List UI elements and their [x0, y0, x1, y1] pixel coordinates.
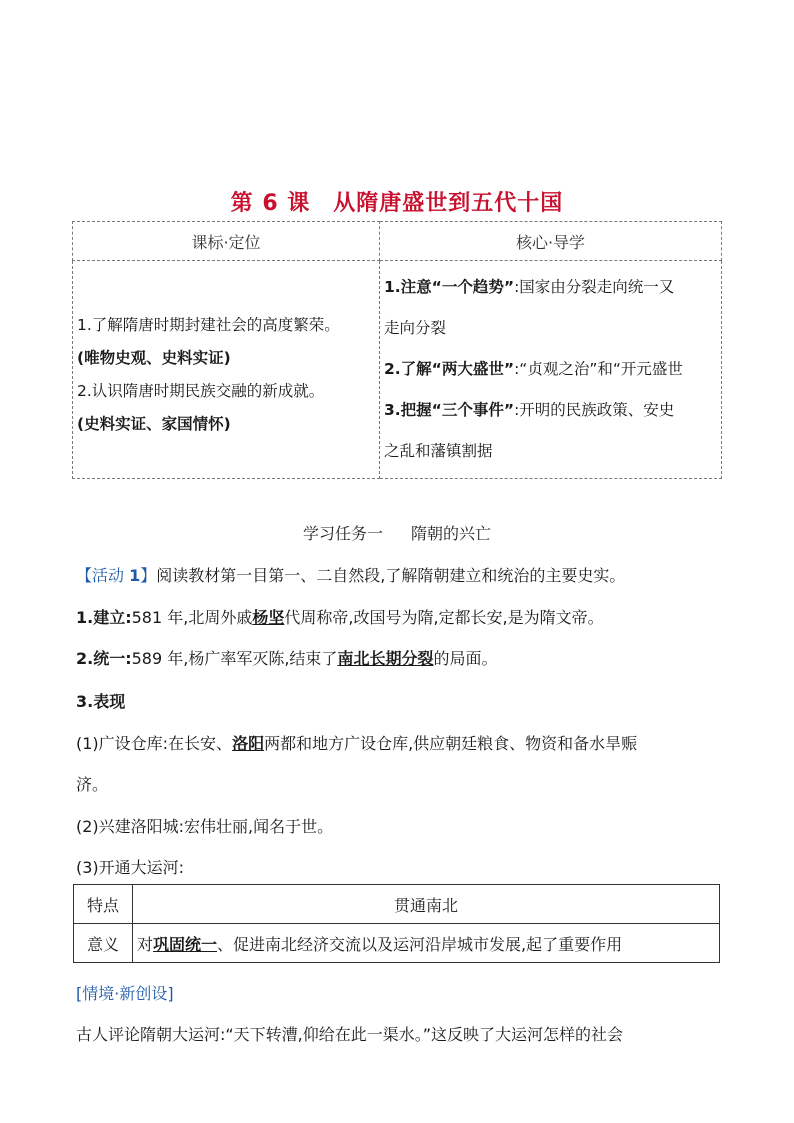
table-row [74, 924, 720, 963]
point-granaries-cont: 济。 [76, 775, 109, 794]
goal-item-1-tag: (唯物史观、史料实证) [77, 348, 231, 367]
guide-item-1 [384, 267, 719, 308]
canal-feature-key: 特点 [74, 885, 133, 924]
point-performance-heading: 3.表现 [76, 692, 126, 711]
point-luoyang-city: (2)兴建洛阳城:宏伟壮丽,闻名于世。 [76, 817, 334, 836]
key-term-yang-jian: 杨坚 [252, 608, 285, 627]
curriculum-goals-cell [73, 261, 380, 479]
point-grand-canal: (3)开通大运河: [76, 858, 185, 877]
task-heading [0, 521, 794, 544]
lesson-title: 第 6 课 从隋唐盛世到五代十国 [230, 191, 564, 216]
guide-item-2 [384, 349, 719, 390]
activity-line [76, 564, 726, 588]
goal-item-1: 1.了解隋唐时期封建社会的高度繁荣。 [77, 315, 340, 334]
guide-item-2-text: :“贞观之治”和“开元盛世 [514, 360, 683, 378]
goal-item-2: 2.认识隋唐时期民族交融的新成就。 [77, 381, 325, 400]
guide-item-3 [384, 390, 719, 431]
guide-item-3-cont: 之乱和藩镇割据 [384, 442, 493, 460]
guide-item-2-label: 2.了解“两大盛世” [384, 360, 515, 378]
canal-table [73, 884, 720, 963]
point-unify: 2.统一:589 年,杨广率军灭陈,结束了南北长期分裂的局面。 [76, 649, 498, 668]
goals-header-left: 课标·定位 [73, 222, 380, 261]
task-name: 隋朝的兴亡 [411, 524, 492, 543]
goals-header-right: 核心·导学 [380, 222, 722, 261]
goal-item-2-tag: (史料实证、家国情怀) [77, 414, 231, 433]
canal-meaning-value: 对巩固统一、促进南北经济交流以及运河沿岸城市发展,起了重要作用 [133, 924, 720, 963]
guide-item-1-cont: 走向分裂 [384, 319, 447, 337]
key-term-luoyang: 洛阳 [232, 734, 265, 753]
guide-item-1-text: :国家由分裂走向统一又 [514, 278, 675, 296]
goals-table [72, 221, 722, 479]
point-granaries: (1)广设仓库:在长安、洛阳两都和地方广设仓库,供应朝廷粮食、物资和备水旱赈 [76, 734, 638, 753]
scenario-tag: [情境·新创设] [76, 984, 174, 1003]
table-row [74, 885, 720, 924]
activity-text: 阅读教材第一目第一、二自然段,了解隋朝建立和统治的主要史实。 [156, 566, 626, 585]
activity-tag: 【活动 1】 [76, 566, 157, 585]
point-establish: 1.建立:581 年,北周外戚杨坚代周称帝,改国号为隋,定都长安,是为隋文帝。 [76, 608, 604, 627]
scenario-text: 古人评论隋朝大运河:“天下转漕,仰给在此一渠水。”这反映了大运河怎样的社会 [76, 1025, 624, 1044]
guide-item-3-text: :开明的民族政策、安史 [514, 401, 675, 419]
key-term-consolidate: 巩固统一 [153, 934, 218, 954]
task-label: 学习任务一 [302, 524, 383, 543]
canal-feature-value: 贯通南北 [133, 885, 720, 924]
key-term-division: 南北长期分裂 [337, 649, 434, 668]
guide-item-3-label: 3.把握“三个事件” [384, 401, 515, 419]
core-guide-cell [380, 261, 722, 479]
guide-item-1-label: 1.注意“一个趋势” [384, 278, 515, 296]
canal-meaning-key: 意义 [74, 924, 133, 963]
